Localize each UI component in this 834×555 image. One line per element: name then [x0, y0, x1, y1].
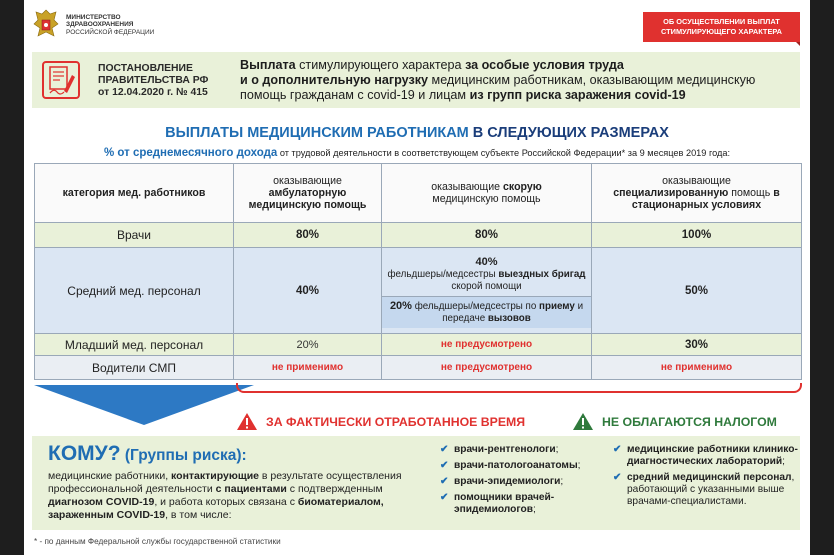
checkmark-icon: ✔	[613, 444, 622, 455]
note-actual-time	[236, 412, 525, 431]
risk-list-left	[440, 444, 605, 520]
decree-ref-line-2: ПРАВИТЕЛЬСТВА РФ	[98, 75, 209, 86]
row-label: Водители СМП	[35, 356, 234, 380]
subheading-accent: % от среднемесячного дохода	[103, 147, 278, 159]
payments-table	[34, 163, 802, 380]
decree-panel	[32, 52, 800, 108]
cell-emergency	[382, 248, 592, 334]
checkmark-icon: ✔	[613, 472, 622, 483]
list-item: ✔ помощники врачей-эпидемиологов;	[440, 492, 555, 515]
decree-ref-date: от 12.04.2020 г. № 415	[98, 87, 208, 98]
list-item: ✔ врачи-рентгенологи;	[440, 444, 559, 455]
coat-of-arms-icon	[32, 8, 60, 42]
list-item: ✔ средний медицинский персонал, работающий с указанными выше врачами-специалистами.	[613, 472, 795, 507]
table-row-junior-staff	[35, 334, 802, 356]
checkmark-icon: ✔	[440, 492, 449, 503]
checkmark-icon: ✔	[440, 460, 449, 471]
checkmark-icon: ✔	[440, 444, 449, 455]
section-subheading	[24, 147, 810, 159]
section-heading	[24, 125, 810, 141]
ministry-line-2: ЗДРАВООХРАНЕНИЯ	[66, 21, 134, 29]
heading-part-1: ВЫПЛАТЫ МЕДИЦИНСКИМ РАБОТНИКАМ	[165, 125, 469, 141]
ministry-line-3: РОССИЙСКОЙ ФЕДЕРАЦИИ	[66, 28, 155, 36]
note-actual-time-text: ЗА ФАКТИЧЕСКИ ОТРАБОТАННОЕ ВРЕМЯ	[266, 414, 526, 429]
emergency-dispatch: 20% фельдшеры/медсестры по приему и передаче вызовов	[382, 296, 591, 328]
footnote: * - по данным Федеральной службы государственной статистики	[34, 537, 281, 546]
table-row-drivers	[35, 356, 802, 380]
decree-text-6: из групп риска заражения covid-19	[469, 88, 686, 102]
table-row-doctors	[35, 223, 802, 248]
cell-inpatient: 30%	[592, 334, 802, 356]
risk-list-right	[613, 444, 799, 512]
list-item: ✔ медицинские работники клинико-диагностических лабораторий;	[613, 444, 798, 467]
document-signature-icon	[42, 61, 80, 99]
cell-inpatient: 100%	[592, 223, 802, 248]
row-label: Врачи	[35, 223, 234, 248]
ministry-header	[32, 8, 154, 42]
decree-text-2: стимулирующего характера	[295, 58, 466, 72]
row-label: Средний мед. персонал	[35, 248, 234, 334]
list-item: ✔ врачи-патологоанатомы;	[440, 460, 581, 471]
risk-groups-title: КОМУ? (Группы риска):	[48, 442, 247, 465]
list-item: ✔ врачи-эпидемиологи;	[440, 476, 564, 487]
decree-reference	[98, 63, 228, 99]
down-arrow-icon	[34, 385, 254, 425]
warning-triangle-icon	[236, 412, 258, 431]
infographic-page	[24, 0, 810, 555]
cell-ambulatory: 20%	[234, 334, 382, 356]
heading-part-2: В СЛЕДУЮЩИХ РАЗМЕРАХ	[468, 125, 669, 141]
header-emergency: оказывающие скорую медицинскую помощь	[382, 164, 592, 223]
decree-description	[240, 58, 796, 103]
header-category: категория мед. работников	[35, 164, 234, 223]
decree-text-3: за особые условия труда	[465, 58, 624, 72]
cell-ambulatory: 80%	[234, 223, 382, 248]
decree-text-1: Выплата	[240, 58, 296, 72]
decree-text-5: медицинским работникам, оказывающим медицинскую помощь гражданам с covid-19 и лицам	[240, 73, 756, 102]
warning-triangle-green-icon	[572, 412, 594, 431]
decree-text-4: и о дополнительную нагрузку	[240, 73, 429, 87]
checkmark-icon: ✔	[440, 476, 449, 487]
cell-ambulatory: не применимо	[234, 356, 382, 380]
cell-ambulatory: 40%	[234, 248, 382, 334]
cell-emergency: 80%	[382, 223, 592, 248]
badge-line-1: ОБ ОСУЩЕСТВЛЕНИИ ВЫПЛАТ	[663, 17, 780, 26]
risk-groups-description: медицинские работники, контактирующие в результате осуществления профессиональной деятельности с пациентами с подтвержденным диагнозом COVID-19, и работа которых связана с биоматериалом, зараженным COVID-19, в том числе:	[48, 470, 402, 521]
ministry-line-1: МИНИСТЕРСТВО	[66, 13, 121, 21]
bracket-decoration	[236, 383, 802, 393]
badge-line-2: СТИМУЛИРУЮЩЕГО ХАРАКТЕРА	[661, 27, 782, 36]
table-row-mid-staff	[35, 248, 802, 334]
header-ambulatory: оказывающие амбулаторную медицинскую помощь	[234, 164, 382, 223]
table-header-row	[35, 164, 802, 223]
emergency-field-crews: 40% фельдшеры/медсестры выездных бригад скорой помощи	[387, 256, 586, 292]
cell-emergency: не предусмотрено	[382, 356, 592, 380]
note-tax-free-text: НЕ ОБЛАГАЮТСЯ НАЛОГОМ	[602, 414, 777, 429]
topic-badge	[643, 12, 800, 42]
cell-inpatient: не применимо	[592, 356, 802, 380]
decree-ref-line-1: ПОСТАНОВЛЕНИЕ	[98, 63, 193, 74]
subheading-rest: от трудовой деятельности в соответствующем субъекте Российской Федерации* за 9 месяцев 2019 года:	[277, 148, 731, 158]
row-label: Младший мед. персонал	[35, 334, 234, 356]
note-tax-free	[572, 412, 777, 431]
header-inpatient: оказывающие специализированную помощь в стационарных условиях	[592, 164, 802, 223]
risk-groups-panel	[32, 436, 800, 530]
cell-inpatient: 50%	[592, 248, 802, 334]
cell-emergency: не предусмотрено	[382, 334, 592, 356]
